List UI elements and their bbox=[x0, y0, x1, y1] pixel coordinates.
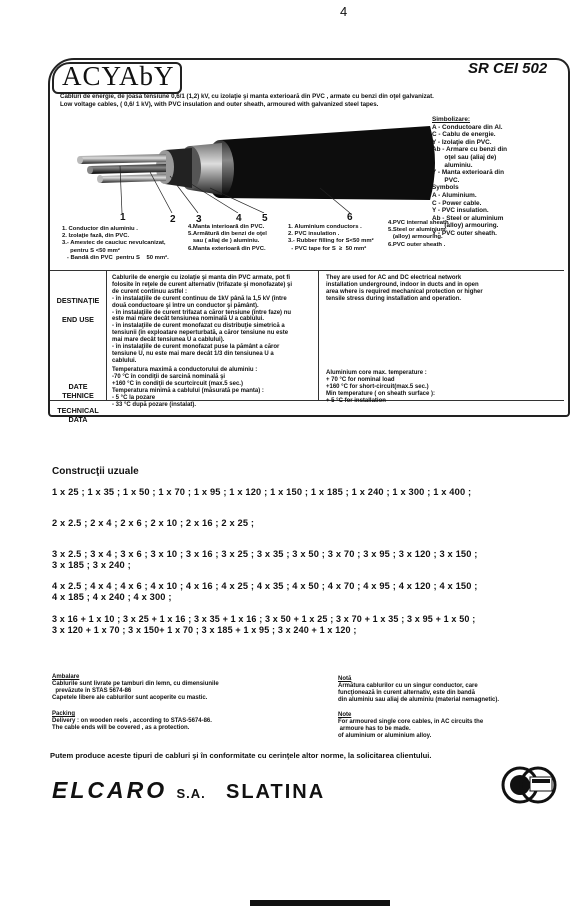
brand-name: ELCARO bbox=[52, 777, 168, 803]
part-number-3: 3 bbox=[196, 214, 202, 225]
end-use-en-line: installation underground, indoor in ducts and in open bbox=[326, 281, 479, 288]
part-en-5: 5.Steel or aluminium bbox=[388, 227, 446, 234]
tech-ro-line: Temperatura maximă a conductorului de aluminiu : bbox=[112, 367, 258, 373]
scan-edge-strip bbox=[250, 900, 390, 906]
ambalare-title: Ambalare bbox=[52, 674, 80, 680]
parts-list-ro-2 bbox=[188, 224, 267, 253]
nota-line: funcţionează în curent alternativ, este din bandă bbox=[338, 690, 475, 696]
nota-line: Armătura cablurilor cu un singur conductor, care bbox=[338, 683, 478, 689]
intro-en: Low voltage cables, ( 0,6/ 1 kV), with PVC insulation and outer sheath, armoured with galvanized steel tapes. bbox=[60, 101, 379, 108]
dest-ro-line: este mai mare decât tensiunea nominală U a cablului. bbox=[112, 316, 265, 323]
part-en-6: 6.PVC outer sheath . bbox=[388, 241, 446, 248]
parts-list-ro-1 bbox=[62, 226, 169, 262]
tech-ro-line: - 33 °C după pozare (instalat). bbox=[112, 401, 197, 408]
part-ro-5b: sau ( aliaj de ) aluminiu. bbox=[188, 238, 260, 245]
tech-ro-line: - 5 °C la pozare bbox=[112, 394, 156, 401]
note-line: For armoured single core cables, in AC circuits the bbox=[338, 719, 484, 725]
note-line: of aluminium or aluminium alloy. bbox=[338, 733, 432, 739]
ambalare-line: prevăzute în STAS 5674-86 bbox=[52, 688, 132, 694]
part-ro-3a: pentru S <50 mm² bbox=[62, 247, 120, 254]
page-number: 4 bbox=[340, 4, 348, 19]
data-label: DATA bbox=[68, 415, 88, 424]
part-en-3: 3.- Rubber filling for S<50 mm² bbox=[288, 238, 374, 245]
date-tehnice-label bbox=[50, 382, 106, 400]
symbols-ro-title: Simbolizare: bbox=[432, 116, 470, 123]
label-column-divider bbox=[106, 270, 107, 400]
symbol-ro-4: Ab - Armare cu benzi din bbox=[432, 146, 508, 154]
symbol-en-1: A - Aluminium. bbox=[432, 191, 477, 199]
symbol-ro-7: Y - Manta exterioară din bbox=[432, 169, 504, 177]
parts-list-en-2 bbox=[388, 220, 452, 249]
ambalare-line: Cablurile sunt livrate pe tamburi din lemn, cu dimensiunile bbox=[52, 681, 219, 687]
packing-title: Packing bbox=[52, 711, 76, 717]
dest-ro-line: cablului. bbox=[112, 357, 137, 364]
dest-ro-line: - în instalaţiile de curent trifazat a căror tensiune (între faze) nu bbox=[112, 309, 292, 316]
tech-en-line: Min temperature ( on sheath surface ): bbox=[326, 390, 436, 397]
symbol-ro-1: A - Conductoare din Al. bbox=[432, 123, 503, 131]
packing-note bbox=[52, 711, 302, 732]
destinatie-label: DESTINAŢIE bbox=[56, 296, 100, 305]
construction-line-6: 4 x 185 ; 4 x 240 ; 4 x 300 ; bbox=[52, 592, 172, 602]
dest-ro-line: tensiune U, nu este mai mare decât 1/3 din tensiunea U a bbox=[112, 350, 274, 357]
dest-ro-line: două conductoare şi între un conductor şi pământ). bbox=[112, 302, 259, 309]
parts-list-en-1 bbox=[288, 224, 374, 253]
tehnice-label: TEHNICE bbox=[62, 391, 94, 400]
tech-ro-line: -70 °C în condiţii de sarcină nominală şi bbox=[112, 373, 226, 380]
symbol-en-3: Y - PVC insulation. bbox=[432, 207, 489, 215]
tech-en-line: + 5 °C for installation bbox=[326, 397, 386, 404]
dest-ro-line: Cablurile de energie cu izolaţie şi manta din PVC armate, pot fi bbox=[112, 275, 291, 281]
symbol-en-4: Ab - Steel or aluminium bbox=[432, 214, 504, 222]
technical-label: TECHNICAL bbox=[57, 406, 99, 415]
nota-title: Notă bbox=[338, 676, 352, 682]
part-en-4: 4.PVC internal sheath . bbox=[388, 220, 452, 226]
part-en-2: 2. PVC insulation . bbox=[288, 231, 340, 238]
section-divider-top bbox=[50, 270, 564, 271]
technical-en-text bbox=[326, 370, 562, 405]
packing-line: The cable ends will be covered , as a protection. bbox=[52, 725, 190, 731]
tech-ro-line: +160 °C în condiţii de scurtcircuit (max.5 sec.) bbox=[112, 380, 243, 387]
end-use-en-text bbox=[326, 275, 562, 303]
ambalare-line: Capetele libere ale cablurilor sunt acoperite cu mastic. bbox=[52, 695, 208, 701]
intro-ro: Cabluri de energie, de joasă tensiune 0,6/1 (1,2) kV, cu izolaţie şi manta exterioară din PVC , armate cu benzi din oţel galvanizat. bbox=[60, 93, 434, 100]
custom-production-statement: Putem produce aceste tipuri de cabluri şi în conformitate cu cerinţele altor norme, la solicitarea clientului. bbox=[50, 751, 432, 760]
company-brand bbox=[52, 777, 206, 804]
dest-ro-line: de curent continuu astfel : bbox=[112, 288, 188, 295]
part-ro-1: 1. Conductor din aluminiu . bbox=[62, 226, 138, 232]
part-en-3b: - PVC tape for S ≥ 50 mm² bbox=[288, 245, 367, 252]
symbol-ro-6: aluminiu. bbox=[432, 161, 473, 169]
note-title: Note bbox=[338, 712, 352, 718]
construction-line-8: 3 x 120 + 1 x 70 ; 3 x 150+ 1 x 70 ; 3 x 185 + 1 x 95 ; 3 x 240 + 1 x 120 ; bbox=[52, 625, 357, 635]
dest-ro-line: mai mare decât tensiunea U a cablului). bbox=[112, 337, 225, 344]
language-column-divider bbox=[318, 270, 319, 400]
construction-line-1: 1 x 25 ; 1 x 35 ; 1 x 50 ; 1 x 70 ; 1 x 95 ; 1 x 120 ; 1 x 150 ; 1 x 185 ; 1 x 240 ; 1 x 300 ; 1 x 400 ; bbox=[52, 487, 472, 497]
dest-ro-line: folosite în reţele de curent alternativ (trifazate şi monofazate) şi bbox=[112, 281, 293, 288]
part-ro-3: 3.- Amestec de cauciuc nevulcanizat, bbox=[62, 240, 166, 247]
technical-ro-text bbox=[112, 367, 316, 408]
dest-ro-line: - în instalaţiile de curent monofazat puse la pământ a căror bbox=[112, 344, 280, 351]
construction-line-4: 3 x 185 ; 3 x 240 ; bbox=[52, 560, 131, 570]
cable-type-title: ACYAbY bbox=[62, 61, 175, 91]
standard-reference: SR CEI 502 bbox=[468, 60, 548, 77]
end-use-label: END USE bbox=[62, 315, 94, 324]
part-number-2: 2 bbox=[170, 214, 176, 225]
part-en-1: 1. Aluminium conductors . bbox=[288, 224, 362, 230]
ambalare-note bbox=[52, 674, 302, 702]
part-number-1: 1 bbox=[120, 212, 126, 223]
symbol-ro-2: C - Cablu de energie. bbox=[432, 131, 496, 139]
symbols-en-title: Symbols bbox=[432, 184, 459, 192]
end-use-en-line: area where is required mechanical protection or higher bbox=[326, 288, 483, 295]
note-en bbox=[338, 712, 568, 740]
symbol-ro-5: oţel sau (aliaj de) bbox=[432, 153, 497, 161]
symbol-ro-3: Y - Izolaţie din PVC. bbox=[432, 138, 492, 146]
tech-en-line: Aluminium core max. temperature : bbox=[326, 370, 427, 376]
constructions-heading: Construcţii uzuale bbox=[52, 466, 139, 477]
symbol-en-5: (alloy) armouring. bbox=[432, 222, 499, 230]
construction-line-2: 2 x 2.5 ; 2 x 4 ; 2 x 6 ; 2 x 10 ; 2 x 16 ; 2 x 25 ; bbox=[52, 518, 255, 528]
part-ro-4: 4.Manta interioară din PVC. bbox=[188, 224, 265, 230]
note-line: armoure has to be made. bbox=[338, 726, 411, 732]
nota-note bbox=[338, 676, 568, 704]
nota-line: din aluminiu sau aliaj de aluminiu (material nemagnetic). bbox=[338, 697, 500, 703]
tech-en-line: +160 °C for short-circuit(max.5 sec.) bbox=[326, 383, 429, 390]
construction-line-7: 3 x 16 + 1 x 10 ; 3 x 25 + 1 x 16 ; 3 x 35 + 1 x 16 ; 3 x 50 + 1 x 25 ; 3 x 70 + 1 x 35 ; 3 x 95 + 1 x 50 ; bbox=[52, 614, 476, 624]
quality-certification-logo-icon bbox=[500, 764, 558, 806]
cable-cross-section-illustration bbox=[70, 118, 440, 213]
part-ro-3b: - Bandă din PVC pentru S 50 mm². bbox=[62, 254, 169, 261]
part-number-5: 5 bbox=[262, 213, 268, 224]
part-ro-5: 5.Armătură din benzi de oţel bbox=[188, 231, 267, 238]
symbol-en-6: Y - PVC outer sheath. bbox=[432, 229, 497, 237]
symbol-ro-8: PVC. bbox=[432, 176, 460, 184]
dest-ro-line: tensiunii (în exploatare neperturbată, a căror tensiune nu este bbox=[112, 330, 289, 337]
end-use-en-line: They are used for AC and DC electrical network bbox=[326, 275, 462, 281]
brand-suffix: S.A. bbox=[176, 786, 206, 801]
technical-data-label bbox=[50, 406, 106, 424]
part-ro-2: 2. Izolaţie fază, din PVC. bbox=[62, 233, 130, 240]
part-en-5b: (alloy) armouring. bbox=[388, 234, 443, 241]
packing-line: Delivery : on wooden reels , according to STAS-5674-86. bbox=[52, 718, 212, 724]
company-city: SLATINA bbox=[226, 781, 326, 803]
construction-line-5: 4 x 2.5 ; 4 x 4 ; 4 x 6 ; 4 x 10 ; 4 x 16 ; 4 x 25 ; 4 x 35 ; 4 x 50 ; 4 x 70 ; 4 x 95 ; 4 x 120 ; 4 x 150 ; bbox=[52, 581, 478, 591]
symbol-en-2: C - Power cable. bbox=[432, 199, 482, 207]
date-label: DATE bbox=[68, 382, 88, 391]
dest-ro-line: - în instalaţiile de curent monofazat cu distribuţie simetrică a bbox=[112, 323, 285, 330]
end-use-en-line: tensile stress during installation and operation. bbox=[326, 295, 462, 302]
dest-ro-line: - în instalaţiile de curent continuu de 1kV până la 1,5 kV (între bbox=[112, 295, 287, 302]
construction-line-3: 3 x 2.5 ; 3 x 4 ; 3 x 6 ; 3 x 10 ; 3 x 16 ; 3 x 25 ; 3 x 35 ; 3 x 50 ; 3 x 70 ; 3 x 95 ; 3 x 120 ; 3 x 150 ; bbox=[52, 549, 478, 559]
intro-text bbox=[60, 93, 434, 109]
destination-ro-text bbox=[112, 275, 316, 365]
part-number-6: 6 bbox=[347, 212, 353, 223]
tech-en-line: + 70 °C for nominal load bbox=[326, 376, 395, 383]
part-ro-6: 6.Manta exterioară din PVC. bbox=[188, 245, 266, 252]
tech-ro-line: Temperatura minimă a cablului (măsurată pe manta) : bbox=[112, 387, 264, 394]
part-number-4: 4 bbox=[236, 213, 242, 224]
